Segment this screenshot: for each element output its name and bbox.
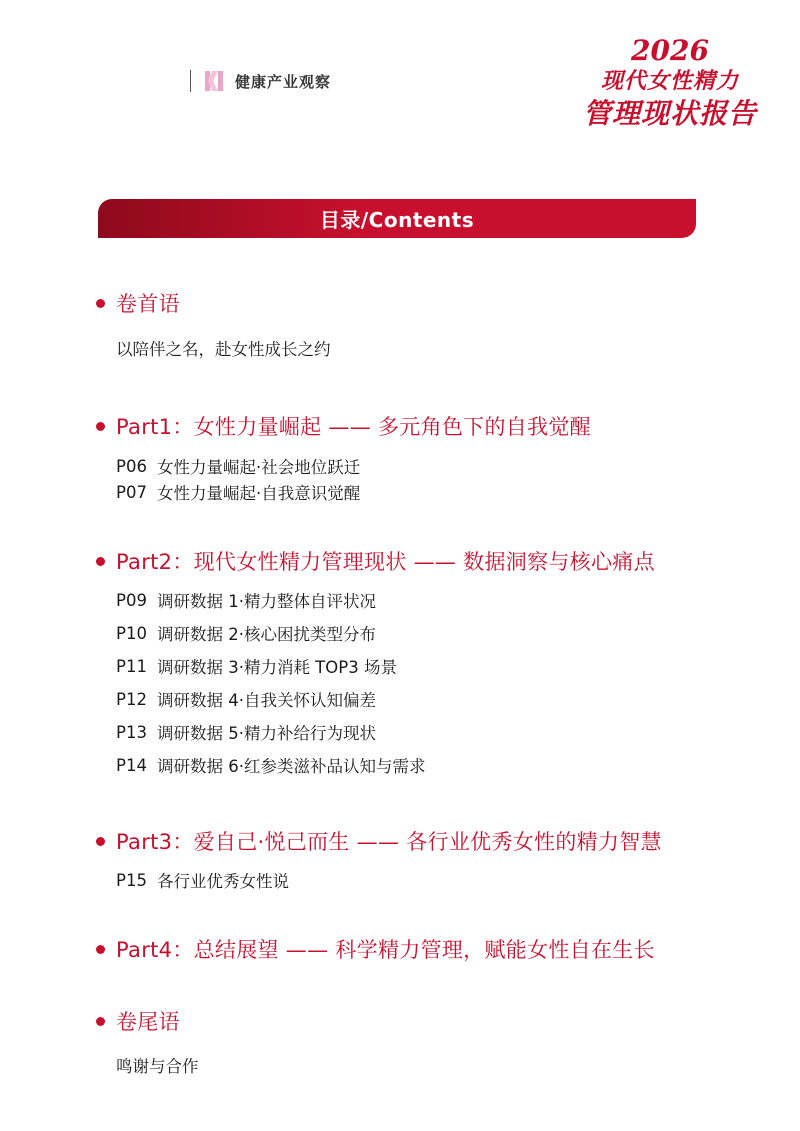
brand-name: 健康产业观察 bbox=[235, 72, 332, 91]
toc-item-preface-subtitle[interactable] bbox=[116, 336, 331, 360]
toc-section-part4[interactable] bbox=[96, 934, 655, 964]
bullet-icon bbox=[96, 422, 105, 431]
toc-section-preface[interactable] bbox=[96, 288, 180, 318]
toc-item[interactable] bbox=[116, 868, 289, 892]
toc-item[interactable] bbox=[116, 720, 376, 744]
item-page: P14 bbox=[116, 755, 147, 775]
report-title-line1: 现代女性精力 bbox=[600, 68, 739, 94]
toc-item[interactable] bbox=[116, 480, 360, 504]
item-page: P15 bbox=[116, 870, 147, 890]
header-divider bbox=[190, 70, 191, 92]
toc-item[interactable] bbox=[116, 621, 376, 645]
toc-item[interactable] bbox=[116, 654, 397, 678]
item-page: P13 bbox=[116, 722, 147, 742]
bullet-icon bbox=[96, 945, 105, 954]
toc-item[interactable] bbox=[116, 753, 425, 777]
item-text: 调研数据 5·精力补给行为现状 bbox=[156, 724, 376, 743]
item-page: P06 bbox=[116, 456, 147, 476]
report-year: 2026 bbox=[631, 34, 709, 67]
item-page: P11 bbox=[116, 656, 147, 676]
bullet-icon bbox=[96, 557, 105, 566]
bullet-icon bbox=[96, 1017, 105, 1026]
item-text: 调研数据 3·精力消耗 TOP3 场景 bbox=[156, 658, 397, 677]
brand-logo-icon bbox=[203, 70, 229, 92]
section-title: Part3：爱自己·悦己而生 —— 各行业优秀女性的精力智慧 bbox=[116, 830, 662, 854]
report-title bbox=[580, 36, 760, 132]
toc-item-epilogue-subtitle[interactable] bbox=[116, 1053, 199, 1077]
item-text: 调研数据 6·红参类滋补品认知与需求 bbox=[156, 757, 426, 776]
item-page: P09 bbox=[116, 590, 147, 610]
toc-item[interactable] bbox=[116, 687, 376, 711]
item-page: P12 bbox=[116, 689, 147, 709]
toc-item[interactable] bbox=[116, 588, 376, 612]
item-text: 女性力量崛起·社会地位跃迁 bbox=[156, 458, 361, 477]
toc-banner bbox=[98, 199, 696, 238]
section-title: Part1：女性力量崛起 —— 多元角色下的自我觉醒 bbox=[116, 415, 591, 439]
item-text: 各行业优秀女性说 bbox=[156, 872, 289, 891]
toc-section-part1[interactable] bbox=[96, 411, 591, 441]
item-page: P10 bbox=[116, 623, 147, 643]
item-page: P07 bbox=[116, 482, 147, 502]
item-text: 调研数据 1·精力整体自评状况 bbox=[156, 592, 376, 611]
item-text: 调研数据 2·核心困扰类型分布 bbox=[156, 625, 376, 644]
item-text: 以陪伴之名，赴女性成长之约 bbox=[116, 340, 331, 359]
bullet-icon bbox=[96, 837, 105, 846]
section-title: Part2：现代女性精力管理现状 —— 数据洞察与核心痛点 bbox=[116, 550, 655, 574]
brand-logo bbox=[203, 70, 331, 92]
section-title: 卷首语 bbox=[116, 292, 180, 316]
section-title: Part4：总结展望 —— 科学精力管理，赋能女性自在生长 bbox=[116, 938, 655, 962]
toc-banner-title: 目录/Contents bbox=[319, 208, 475, 232]
item-text: 鸣谢与合作 bbox=[116, 1057, 199, 1076]
section-title: 卷尾语 bbox=[116, 1010, 180, 1034]
toc-section-epilogue[interactable] bbox=[96, 1006, 180, 1036]
toc-section-part3[interactable] bbox=[96, 826, 662, 856]
bullet-icon bbox=[96, 299, 105, 308]
toc-item[interactable] bbox=[116, 454, 360, 478]
report-title-line2: 管理现状报告 bbox=[582, 97, 757, 130]
item-text: 调研数据 4·自我关怀认知偏差 bbox=[156, 691, 376, 710]
toc-section-part2[interactable] bbox=[96, 546, 655, 576]
item-text: 女性力量崛起·自我意识觉醒 bbox=[156, 484, 361, 503]
